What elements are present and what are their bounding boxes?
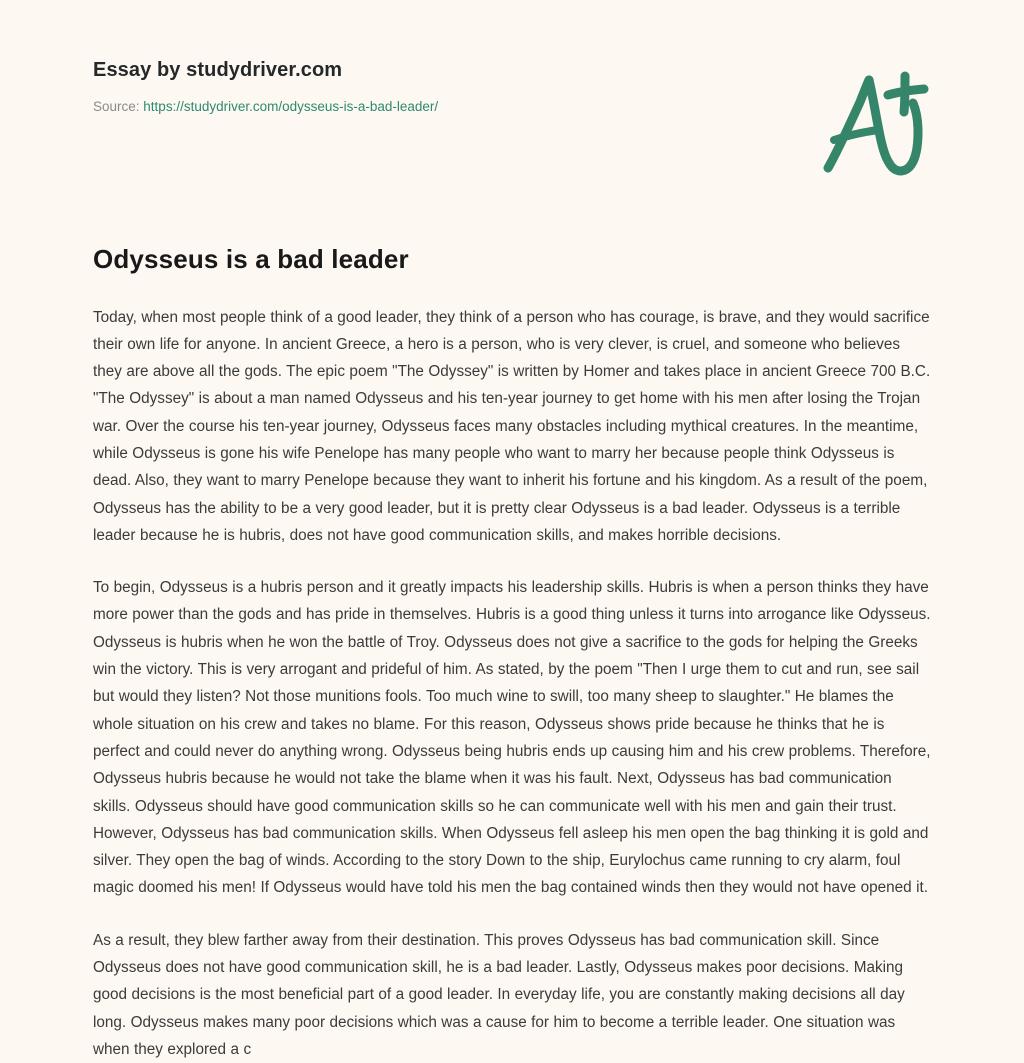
essay-body <box>93 304 933 1063</box>
page-title: Odysseus is a bad leader <box>93 243 933 276</box>
essay-article <box>93 243 933 1063</box>
essay-paragraph: Today, when most people think of a good leader, they think of a person who has courage, is brave, and they would sacrifice their own life for anyone. In ancient Greece, a hero is a person, who is very clever, is cruel, and someone who believes they are above all the gods. The epic poem "The Odyssey" is written by Homer and takes place in ancient Greece 700 B.C. "The Odyssey" is about a man named Odysseus and his ten-year journey to get home with his men after losing the Trojan war. Over the course his ten-year journey, Odysseus faces many obstacles including mythical creatures. In the meantime, while Odysseus is gone his wife Penelope has many people who want to marry her because people think Odysseus is dead. Also, they want to marry Penelope because they want to inherit his fortune and his kingdom. As a result of the poem, Odysseus has the ability to be a very good leader, but it is pretty clear Odysseus is a bad leader. Odysseus is a terrible leader because he is hubris, does not have good communication skills, and makes horrible decisions. <box>93 304 933 550</box>
studydriver-a-plus-logo-icon <box>812 62 938 182</box>
source-label: Source: <box>93 99 140 114</box>
essay-byline: Essay by studydriver.com <box>93 58 931 82</box>
document-header <box>93 58 931 116</box>
source-line <box>93 98 931 116</box>
source-url-link[interactable]: https://studydriver.com/odysseus-is-a-bad-leader/ <box>143 99 438 114</box>
essay-paragraph: As a result, they blew farther away from their destination. This proves Odysseus has bad communication skill. Since Odysseus does not have good communication skill, he is a bad leader. Lastly, Odysseus makes poor decisions. Making good decisions is the most beneficial part of a good leader. In everyday life, you are constantly making decisions all day long. Odysseus makes many poor decisions which was a cause for him to become a terrible leader. One situation was when they explored a c <box>93 927 933 1063</box>
essay-paragraph: To begin, Odysseus is a hubris person and it greatly impacts his leadership skills. Hubris is when a person thinks they have more power than the gods and has pride in themselves. Hubris is a good thing unless it turns into arrogance like Odysseus. Odysseus is hubris when he won the battle of Troy. Odysseus does not give a sacrifice to the gods for helping the Greeks win the victory. This is very arrogant and prideful of him. As stated, by the poem "Then I urge them to cut and run, see sail but would they listen? Not those munitions fools. Too much wine to swill, too many sheep to slaughter." He blames the whole situation on his crew and takes no blame. For this reason, Odysseus shows pride because he thinks that he is perfect and could never do anything wrong. Odysseus being hubris ends up causing him and his crew problems. Therefore, Odysseus hubris because he would not take the blame when it was his fault. Next, Odysseus has bad communication skills. Odysseus should have good communication skills so he can communicate well with his men and gain their trust. However, Odysseus has bad communication skills. When Odysseus fell asleep his men open the bag thinking it is gold and silver. They open the bag of winds. According to the story Down to the ship, Eurylochus came running to cry alarm, foul magic doomed his men! If Odysseus would have told his men the bag contained winds then they would not have opened it. <box>93 574 933 902</box>
